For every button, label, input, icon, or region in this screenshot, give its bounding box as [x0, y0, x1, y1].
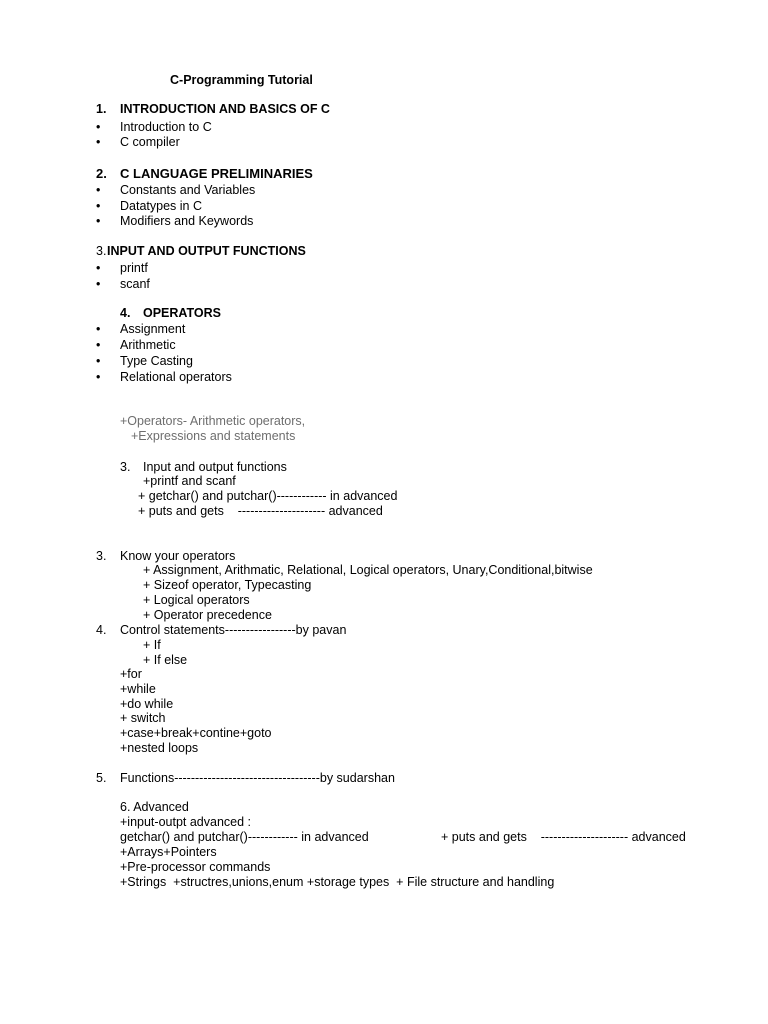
outline-line: getchar() and putchar()------------ in advanced — [120, 830, 369, 844]
list-item: Assignment — [120, 322, 186, 336]
list-item: Introduction to C — [120, 120, 212, 134]
note-line: +Expressions and statements — [131, 429, 296, 443]
outline-line: + Sizeof operator, Typecasting — [143, 578, 312, 592]
bullet: • — [96, 183, 101, 197]
bullet: • — [96, 277, 101, 291]
outline-title: 6. Advanced — [120, 800, 189, 814]
outline-number: 3. — [96, 549, 107, 563]
outline-number: 4. — [96, 623, 107, 637]
outline-title: Know your operators — [120, 549, 236, 563]
outline-line: +do while — [120, 697, 174, 711]
bullet: • — [96, 370, 101, 384]
section-2-number: 2. — [96, 166, 107, 181]
outline-line: +nested loops — [120, 741, 199, 755]
bullet: • — [96, 322, 101, 336]
bullet: • — [96, 261, 101, 275]
list-item: printf — [120, 261, 148, 275]
note-line: +Operators- Arithmetic operators, — [120, 414, 306, 428]
outline-line: +printf and scanf — [143, 474, 236, 488]
outline-line: +while — [120, 682, 156, 696]
section-4-number: 4. — [120, 306, 131, 320]
list-item: Constants and Variables — [120, 183, 256, 197]
section-1-heading: INTRODUCTION AND BASICS OF C — [120, 102, 330, 116]
bullet: • — [96, 135, 101, 149]
outline-title: Input and output functions — [143, 460, 287, 474]
outline-line: + switch — [120, 711, 166, 725]
list-item: Datatypes in C — [120, 199, 202, 213]
bullet: • — [96, 214, 101, 228]
outline-line: +Strings +structres,unions,enum +storage types + File structure and handling — [120, 875, 555, 889]
list-item: Relational operators — [120, 370, 232, 384]
bullet: • — [96, 338, 101, 352]
outline-line: + Logical operators — [143, 593, 250, 607]
list-item: Modifiers and Keywords — [120, 214, 254, 228]
outline-line: + getchar() and putchar()------------ in advanced — [138, 489, 398, 503]
section-2-heading: C LANGUAGE PRELIMINARIES — [120, 166, 313, 181]
outline-line: +input-outpt advanced : — [120, 815, 251, 829]
outline-line: + If else — [143, 653, 188, 667]
list-item: scanf — [120, 277, 150, 291]
bullet: • — [96, 120, 101, 134]
section-3-number: 3. — [96, 244, 107, 258]
list-item: Arithmetic — [120, 338, 176, 352]
outline-title: Control statements-----------------by pavan — [120, 623, 347, 637]
outline-line: + If — [143, 638, 161, 652]
list-item: C compiler — [120, 135, 180, 149]
outline-line: +Pre-processor commands — [120, 860, 271, 874]
section-3-heading: INPUT AND OUTPUT FUNCTIONS — [107, 244, 306, 258]
document-title: C-Programming Tutorial — [170, 73, 313, 87]
outline-line: +Arrays+Pointers — [120, 845, 217, 859]
outline-title: Functions-----------------------------------by sudarshan — [120, 771, 395, 785]
outline-number: 3. — [120, 460, 131, 474]
list-item: Type Casting — [120, 354, 193, 368]
outline-line: + puts and gets --------------------- advanced — [138, 504, 383, 518]
bullet: • — [96, 354, 101, 368]
outline-line: +case+break+contine+goto — [120, 726, 272, 740]
outline-line: + Assignment, Arithmatic, Relational, Logical operators, Unary,Conditional,bitwise — [143, 563, 593, 577]
outline-line: + Operator precedence — [143, 608, 272, 622]
outline-number: 5. — [96, 771, 107, 785]
outline-line: +for — [120, 667, 142, 681]
outline-line: + puts and gets --------------------- advanced — [441, 830, 686, 844]
section-4-heading: OPERATORS — [143, 306, 222, 320]
bullet: • — [96, 199, 101, 213]
section-1-number: 1. — [96, 102, 107, 116]
